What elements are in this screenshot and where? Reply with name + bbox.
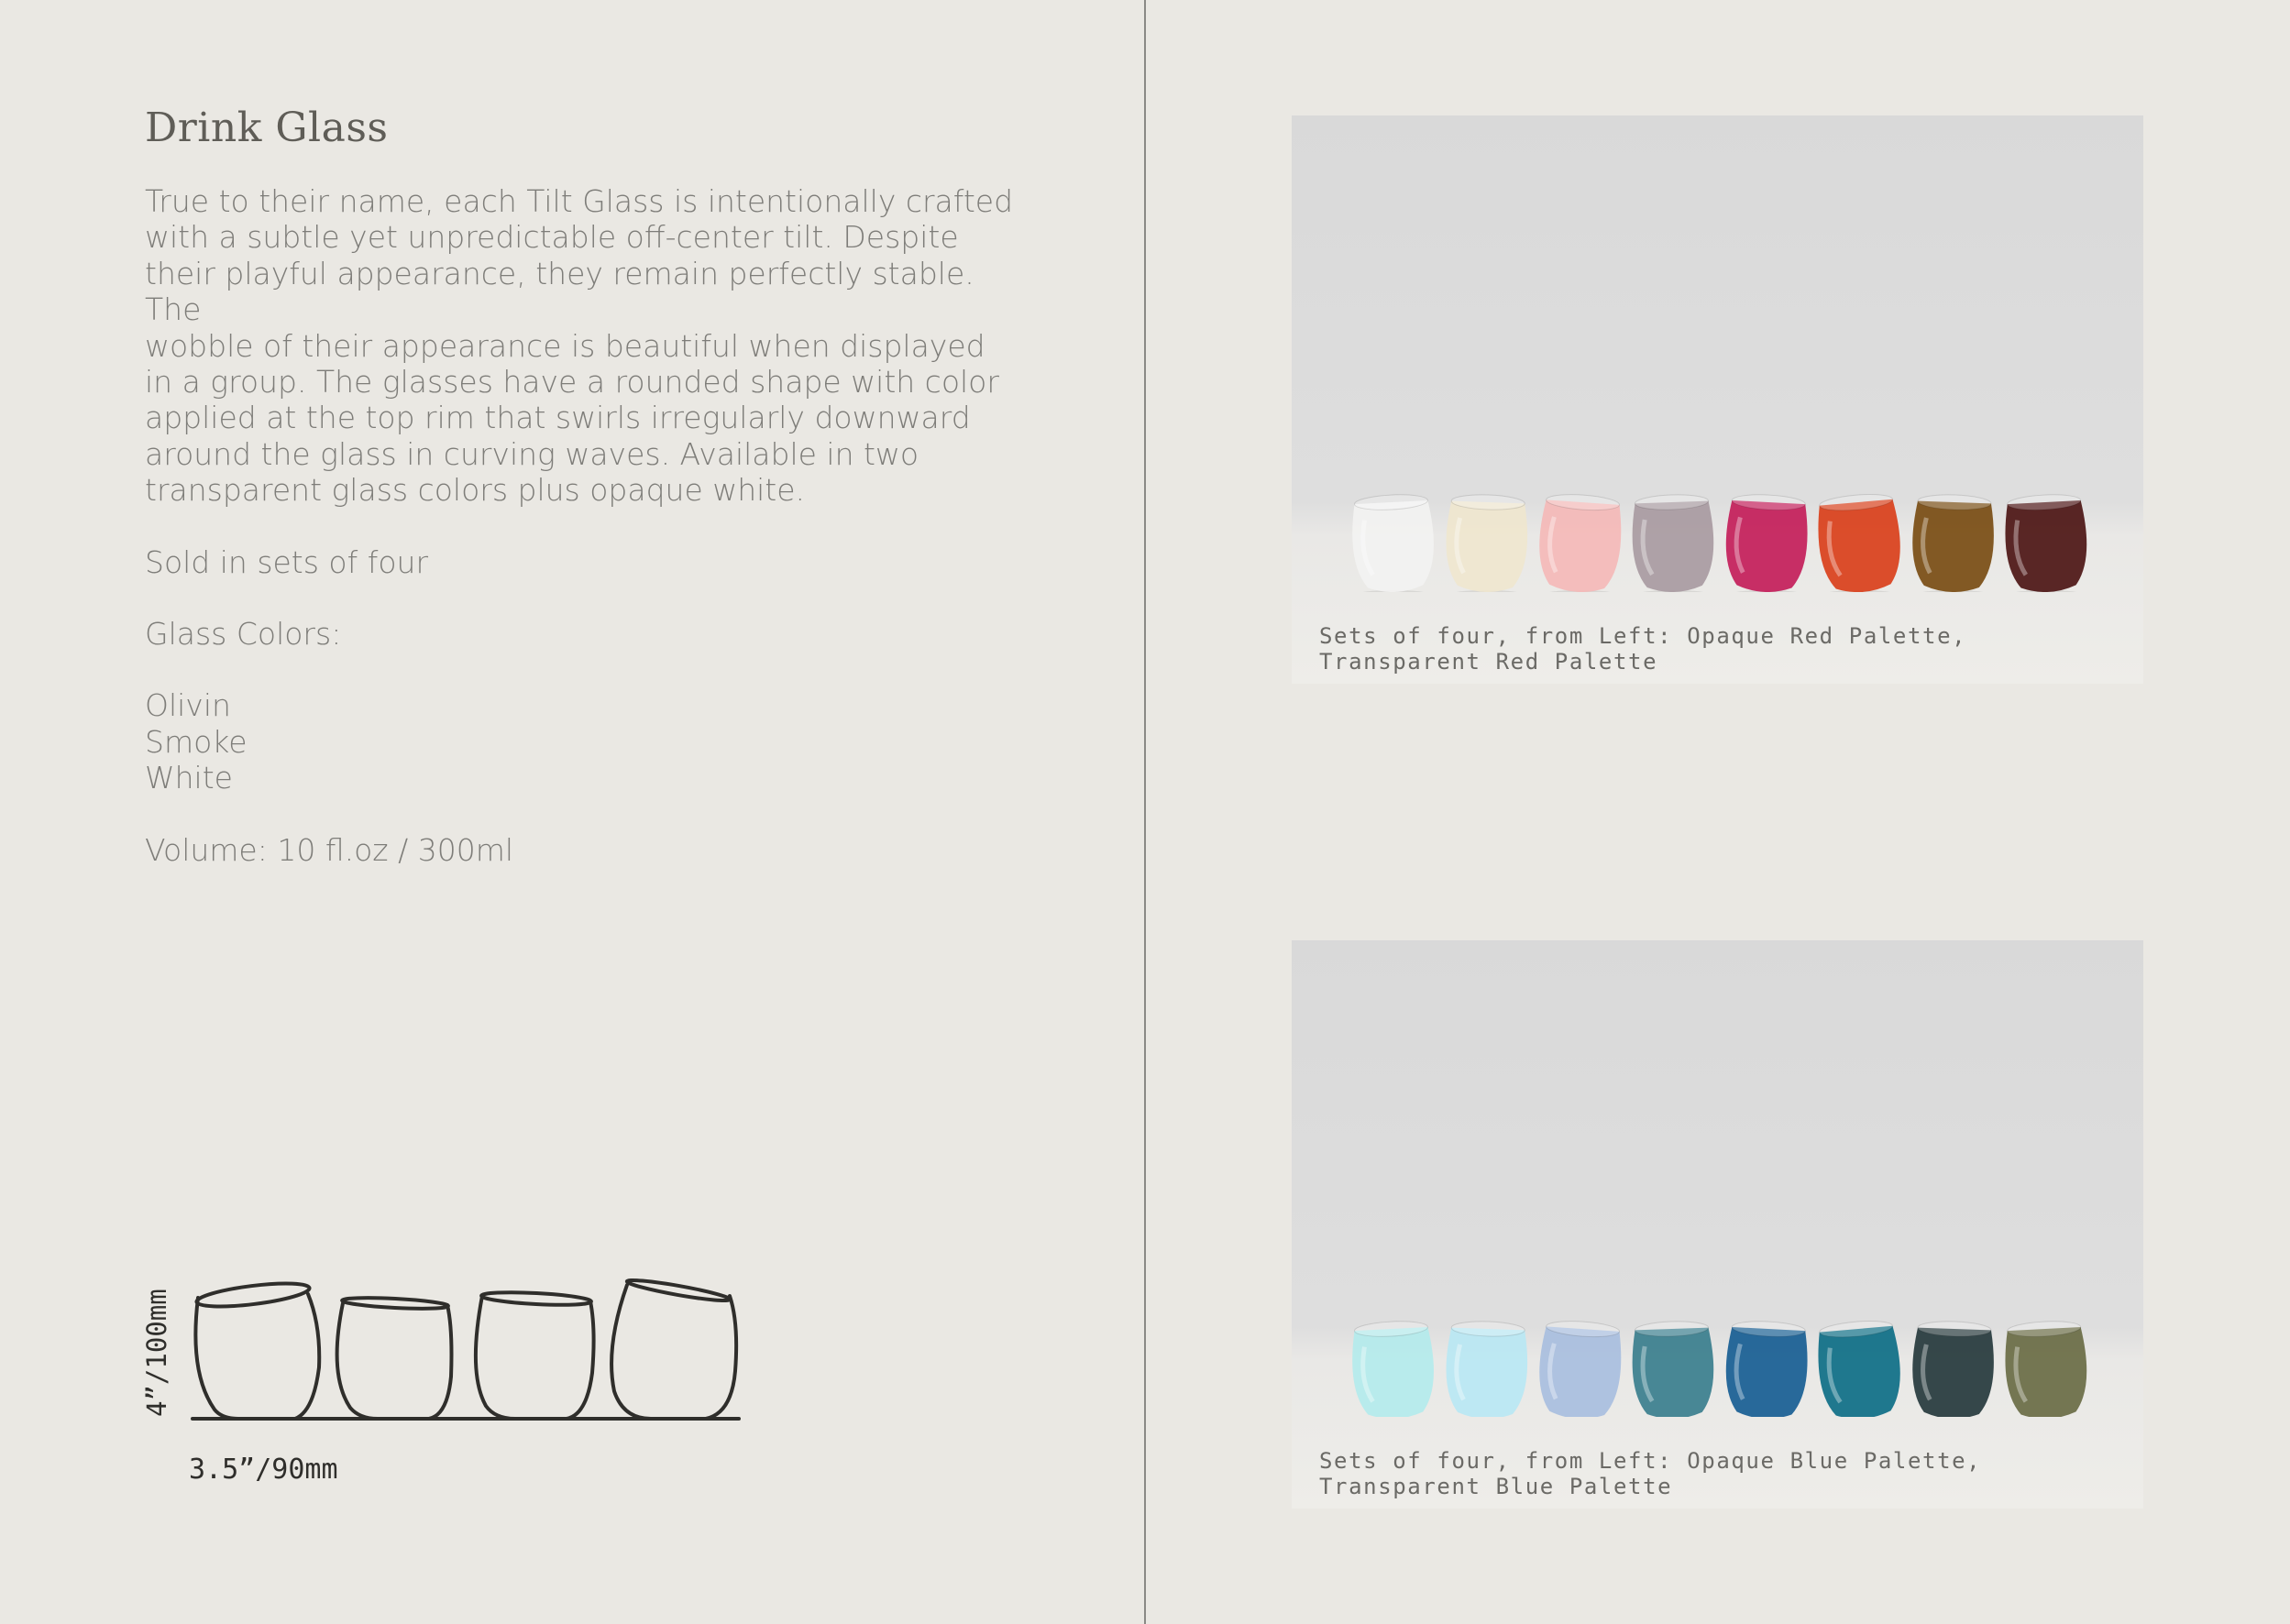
color-item: Smoke <box>145 723 248 760</box>
glass-line-drawing <box>138 1265 752 1430</box>
glass-6 <box>1815 491 1904 592</box>
description-line: transparent glass colors plus opaque white. <box>145 472 806 509</box>
description-line: applied at the top rim that swirls irregularly downward <box>145 400 971 436</box>
glass-2 <box>1445 1320 1529 1417</box>
glass-3 <box>1536 1319 1624 1417</box>
colors-heading: Glass Colors: <box>145 616 342 653</box>
glass-1 <box>1350 493 1437 592</box>
product-description <box>145 183 1025 868</box>
photo-caption-blue: Sets of four, from Left: Opaque Blue Palette, Transparent Blue Palette <box>1319 1448 1982 1499</box>
glass-4 <box>1631 1320 1715 1417</box>
volume-spec: Volume: 10 fl.oz / 300ml <box>145 831 514 868</box>
sets-note: Sold in sets of four <box>145 543 429 580</box>
glass-3 <box>1536 492 1624 592</box>
glass-7 <box>1910 493 1995 592</box>
glass-5 <box>1723 1320 1810 1417</box>
glass-6 <box>1815 1318 1904 1417</box>
product-title: Drink Glass <box>145 104 389 151</box>
description-line: with a subtle yet unpredictable off-center tilt. Despite <box>145 219 959 256</box>
glass-1 <box>1350 1320 1437 1417</box>
description-line: their playful appearance, they remain perfectly stable. The <box>145 255 974 328</box>
glass-4 <box>1631 493 1715 592</box>
description-line: in a group. The glasses have a rounded shape with color <box>145 364 999 401</box>
drawing-glass-4 <box>611 1285 736 1419</box>
description-line: True to their name, each Tilt Glass is intentionally crafted <box>145 183 1014 219</box>
width-dimension: 3.5”/90mm <box>189 1454 338 1486</box>
photo-caption-red: Sets of four, from Left: Opaque Red Palette, Transparent Red Palette <box>1319 623 1967 675</box>
glass-7 <box>1910 1320 1995 1417</box>
drawing-glass-2 <box>337 1303 452 1419</box>
drawing-glass-3 <box>476 1296 594 1419</box>
description-line: wobble of their appearance is beautiful when displayed <box>145 327 985 364</box>
color-item: Olivin <box>145 687 231 724</box>
drawing-glass-1 <box>195 1294 319 1419</box>
height-dimension: 4”/100mm <box>141 1289 172 1417</box>
glasses-row-blue <box>1292 940 2143 1417</box>
glass-5 <box>1723 493 1810 592</box>
photo-red-palette <box>1292 115 2143 684</box>
photo-blue-palette <box>1292 940 2143 1509</box>
glass-2 <box>1445 493 1529 592</box>
glass-8 <box>2003 493 2089 592</box>
description-line: around the glass in curving waves. Available in two <box>145 435 919 472</box>
color-item: White <box>145 760 233 796</box>
glasses-row-red <box>1292 115 2143 592</box>
page-divider <box>1144 0 1146 1624</box>
glass-8 <box>2003 1320 2089 1417</box>
